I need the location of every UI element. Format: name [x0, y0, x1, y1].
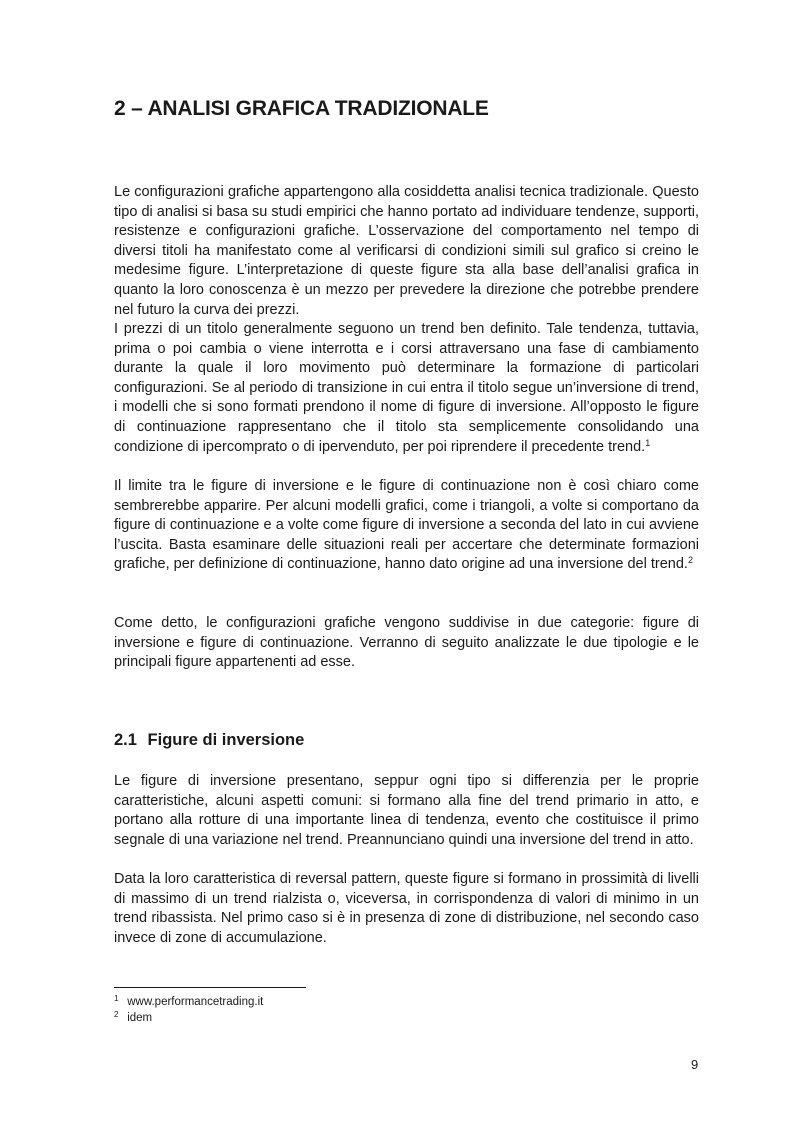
section-number: 2.1	[114, 731, 137, 749]
paragraph-text: Il limite tra le figure di inversione e le figure di continuazione non è così chiaro come sembrerebbe apparire. Per alcuni modelli grafici, come i triangoli, a volte si comportano da figure di continuazione e a volte come figure di inversione a seconda del lato in cui avviene l’uscita. Basta esaminare delle situazioni reali per accertare che determinate formazioni grafiche, per definizione di continuazione, hanno dato origine ad una inversione del trend.	[114, 478, 699, 573]
paragraph-text: Come detto, le configurazioni grafiche vengono suddivise in due categorie: figure di inversione e figure di continuazione. Verranno di seguito analizzate le due tipologie e le principali figure appartenenti ad esse.	[114, 615, 699, 671]
section-title: Figure di inversione	[147, 731, 305, 749]
footnote-text: idem	[127, 1012, 153, 1024]
paragraph-inversion-figures	[114, 772, 699, 850]
footnotes	[114, 994, 514, 1026]
paragraph-text: Le configurazioni grafiche appartengono alla cosiddetta analisi tecnica tradizionale. Questo tipo di analisi si basa su studi empirici che hanno portato ad individuare tendenze, supporti, resistenze e configurazioni grafiche. L’osservazione del comportamento nel tempo di diversi titoli ha manifestato come al verificarsi di condizioni simili sul grafico si creino le medesime figure. L’interpretazione di queste figure sta alla base dell’analisi grafica in quanto la loro conoscenza è un mezzo per prevedere la direzione che potrebbe prendere nel futuro la curva dei prezzi.	[114, 184, 699, 318]
footnote-2: 2 idem	[114, 1010, 153, 1024]
chapter-title: 2 – ANALISI GRAFICA TRADIZIONALE	[114, 97, 489, 120]
footnote-text[interactable]: www.performancetrading.it	[127, 996, 264, 1008]
paragraph-text: Data la loro caratteristica di reversal pattern, queste figure si formano in prossimità di livelli di massimo di un trend rialzista o, viceversa, in corrispondenza di valori di minimo in un trend ribassista. Nel primo caso si è in presenza di zone di distribuzione, nel secondo caso invece di zone di accumulazione.	[114, 871, 699, 946]
paragraph-text: Le figure di inversione presentano, seppur ogni tipo si differenzia per le proprie caratteristiche, alcuni aspetti comuni: si formano alla fine del trend primario in atto, e portano alla rotture di una importante linea di tendenza, evento che costituisce il primo segnale di una variazione nel trend. Preannunciano quindi una inversione del trend in atto.	[114, 773, 699, 848]
footnote-reference[interactable]: 2	[687, 555, 693, 566]
footnote-1: 1 www.performancetrading.it	[114, 994, 264, 1008]
footnote-separator	[114, 987, 306, 988]
paragraph-limit	[114, 477, 699, 575]
paragraph-categories	[114, 614, 699, 673]
footnote-reference[interactable]: 1	[645, 437, 651, 448]
paragraph-reversal-pattern	[114, 870, 699, 948]
paragraph-intro	[114, 183, 699, 320]
paragraph-text: I prezzi di un titolo generalmente seguono un trend ben definito. Tale tendenza, tuttavia, prima o poi cambia o viene interrotta e i corsi attraversano una fase di cambiamento durante la quale il loro movimento può determinare la formazione di particolari configurazioni. Se al periodo di transizione in cui entra il titolo segue un’inversione di trend, i modelli che si sono formati prendono il nome di figure di inversione. All’opposto le figure di continuazione rappresentano che il titolo sta semplicemente consolidando una condizione di ipercomprato o di ipervenduto, per poi riprendere il precedente trend.	[114, 321, 699, 455]
paragraph-trend	[114, 320, 699, 457]
page-number: 9	[691, 1057, 699, 1072]
section-heading	[114, 731, 304, 750]
